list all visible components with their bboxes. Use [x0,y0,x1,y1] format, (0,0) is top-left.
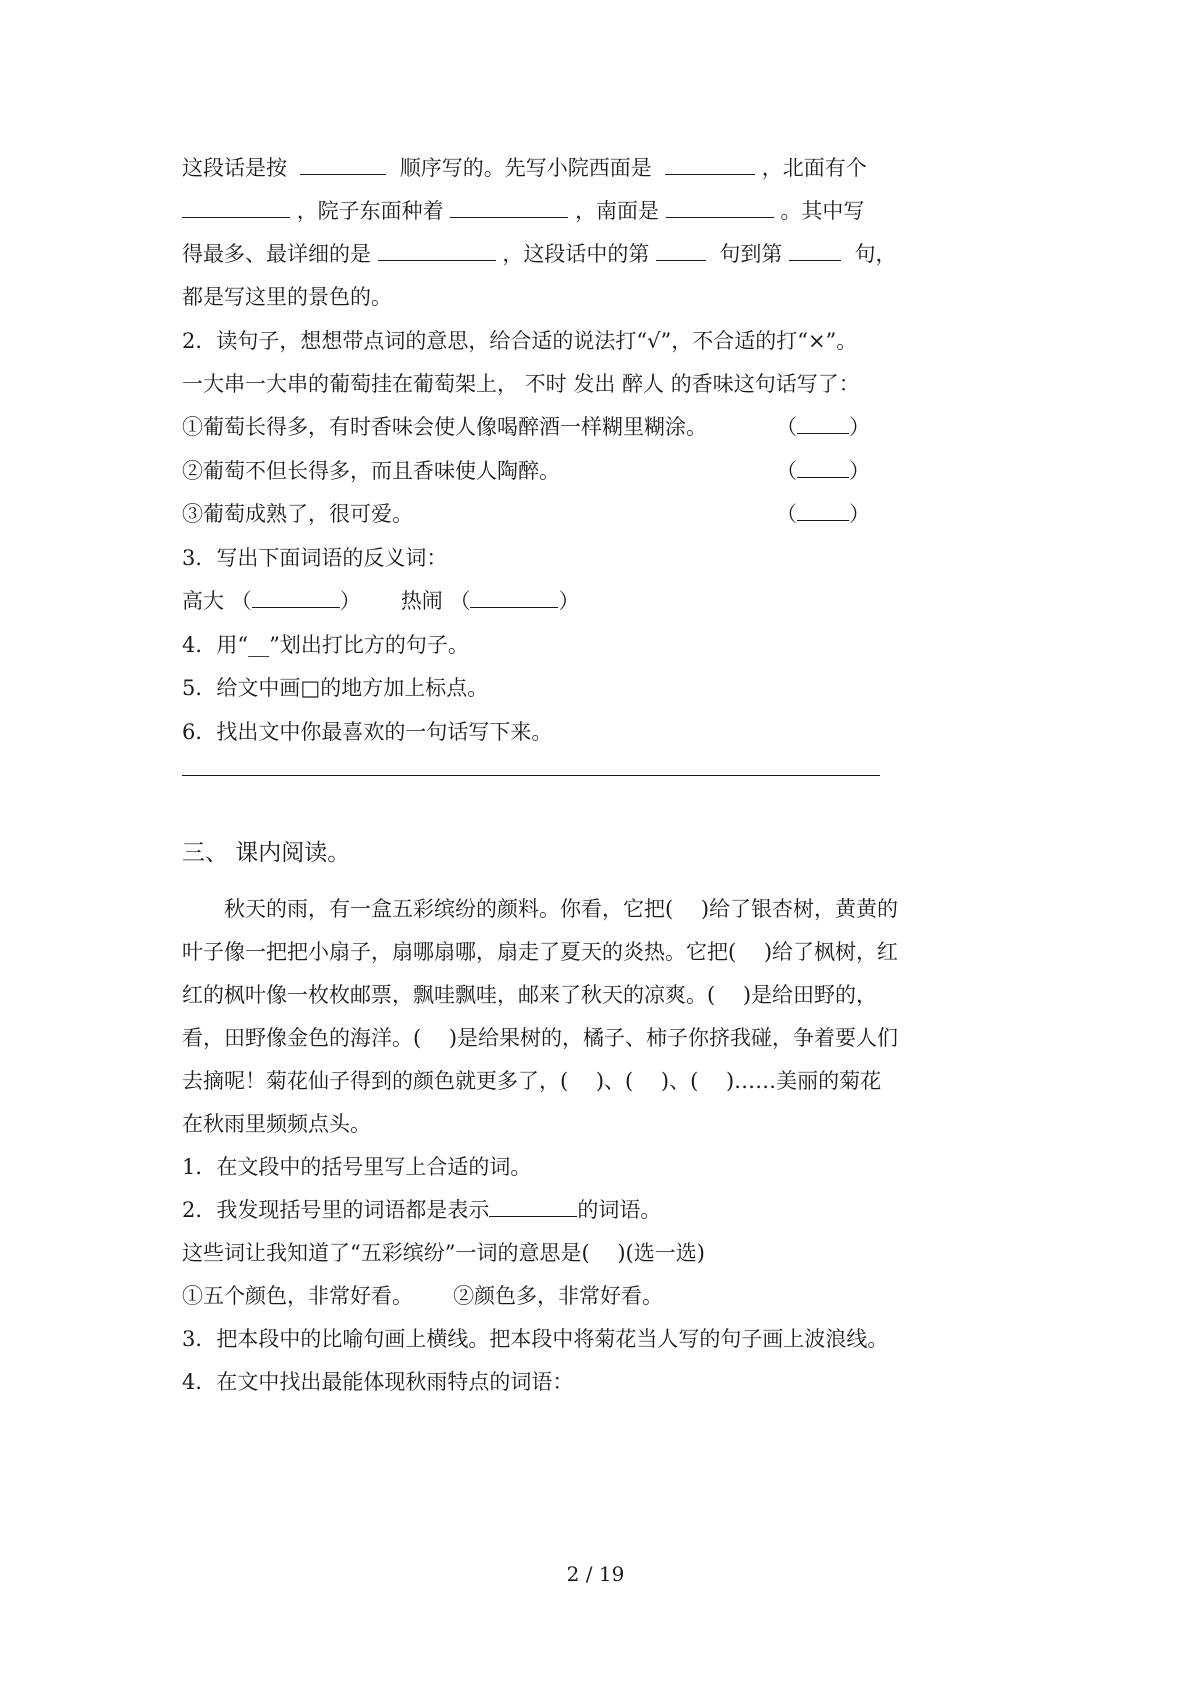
answer-blank[interactable] [489,1196,577,1217]
question-2-title: 2．读句子，想想带点词的意思，给合适的说法打“√”，不合适的打“×”。 [182,329,858,353]
answer-blank[interactable] [378,240,496,261]
text: 句到第 [719,242,783,266]
answer-blank[interactable] [252,587,340,608]
question-2-option-2 [182,457,560,485]
answer-blank[interactable] [450,197,568,218]
paren: （ [230,589,252,613]
paren: ） [849,459,870,483]
answer-blank[interactable] [300,154,386,175]
paren: （ [776,459,797,483]
judgement-box-2[interactable] [776,457,870,485]
antonym-row [182,587,579,615]
section3-question-2 [182,1196,661,1224]
answer-blank[interactable] [666,197,774,218]
question-3-title: 3．写出下面词语的反义词： [182,546,448,570]
passage-line: 看，田野像金色的海洋。( )是给果树的，橘子、柿子你挤我碰，争着要人们 [182,1026,899,1050]
text: 的词语。 [577,1198,662,1222]
section3-question-1: 1．在文段中的括号里写上合适的词。 [182,1155,532,1179]
section3-question-2-options [182,1282,663,1310]
text: 句， [854,242,897,266]
text: ，这段话中的第 [502,242,650,266]
fill-line-4: 都是写这里的景色的。 [182,285,392,309]
answer-blank[interactable] [182,197,290,218]
section3-question-3: 3．把本段中的比喻句画上横线。把本段中将菊花当人写的句子画上波浪线。 [182,1327,889,1351]
option-text: ③葡萄成熟了，很可爱。 [182,502,413,526]
question-4: 4．用“__”划出打比方的句子。 [182,633,469,657]
option-text: ①五个颜色，非常好看。 [182,1284,413,1308]
answer-line[interactable] [182,775,880,776]
passage-line: 在秋雨里频频点头。 [182,1112,371,1136]
question-2-option-1 [182,413,707,441]
answer-blank[interactable] [797,413,849,434]
judgement-box-3[interactable] [776,500,870,528]
word: 热闹 [400,589,443,613]
answer-blank[interactable] [665,154,755,175]
paren: ） [849,415,870,439]
question-2-option-3 [182,500,413,528]
answer-blank[interactable] [470,587,558,608]
option-text: ①葡萄长得多，有时香味会使人像喝醉酒一样糊里糊涂。 [182,415,707,439]
section-heading: 三、 课内阅读。 [182,840,351,866]
question-6: 6．找出文中你最喜欢的一句话写下来。 [182,720,553,744]
answer-blank[interactable] [656,240,706,261]
text: 这段话是按 [182,156,287,180]
passage-line: 秋天的雨，有一盒五彩缤纷的颜料。你看，它把( )给了银杏树，黄黄的 [182,897,899,921]
answer-blank[interactable] [797,500,849,521]
option-text: ②葡萄不但长得多，而且香味使人陶醉。 [182,459,560,483]
paren: ） [849,502,870,526]
paren: （ [776,415,797,439]
paren: （ [776,502,797,526]
option-text: ②颜色多，非常好看。 [453,1284,664,1308]
question-5: 5．给文中画□的地方加上标点。 [182,676,489,700]
passage-line: 红的枫叶像一枚枚邮票，飘哇飘哇，邮来了秋天的凉爽。( )是给田野的， [182,983,878,1007]
text: 得最多、最详细的是 [182,242,371,266]
answer-blank[interactable] [797,457,849,478]
text: 顺序写的。先写小院西面是 [399,156,652,180]
page-number: 2 / 19 [566,1562,625,1586]
passage-line: 叶子像一把把小扇子，扇哪扇哪，扇走了夏天的炎热。它把( )给了枫树，红 [182,940,899,964]
text: 。其中写 [780,199,865,223]
section3-question-2-sub: 这些词让我知道了“五彩缤纷”一词的意思是( )(选一选) [182,1241,705,1265]
word: 高大 [182,589,224,613]
text: ，南面是 [575,199,660,223]
fill-line-3 [182,240,896,268]
text: ，北面有个 [761,156,867,180]
judgement-box-1[interactable] [776,413,870,441]
section3-question-4: 4．在文中找出最能体现秋雨特点的词语： [182,1370,574,1394]
text: 2．我发现括号里的词语都是表示 [182,1198,490,1222]
paren: ） [339,589,361,613]
fill-line-1 [182,154,867,182]
paren: ） [558,589,580,613]
answer-blank[interactable] [789,240,841,261]
text: ，院子东面种着 [296,199,444,223]
passage-line: 去摘呢！菊花仙子得到的颜色就更多了，( )、( )、( )……美丽的菊花 [182,1069,882,1093]
paren: （ [449,589,471,613]
question-2-sentence: 一大串一大串的葡萄挂在葡萄架上， 不时 发出 醉人 的香味这句话写了： [182,372,860,396]
fill-line-2 [182,197,864,225]
